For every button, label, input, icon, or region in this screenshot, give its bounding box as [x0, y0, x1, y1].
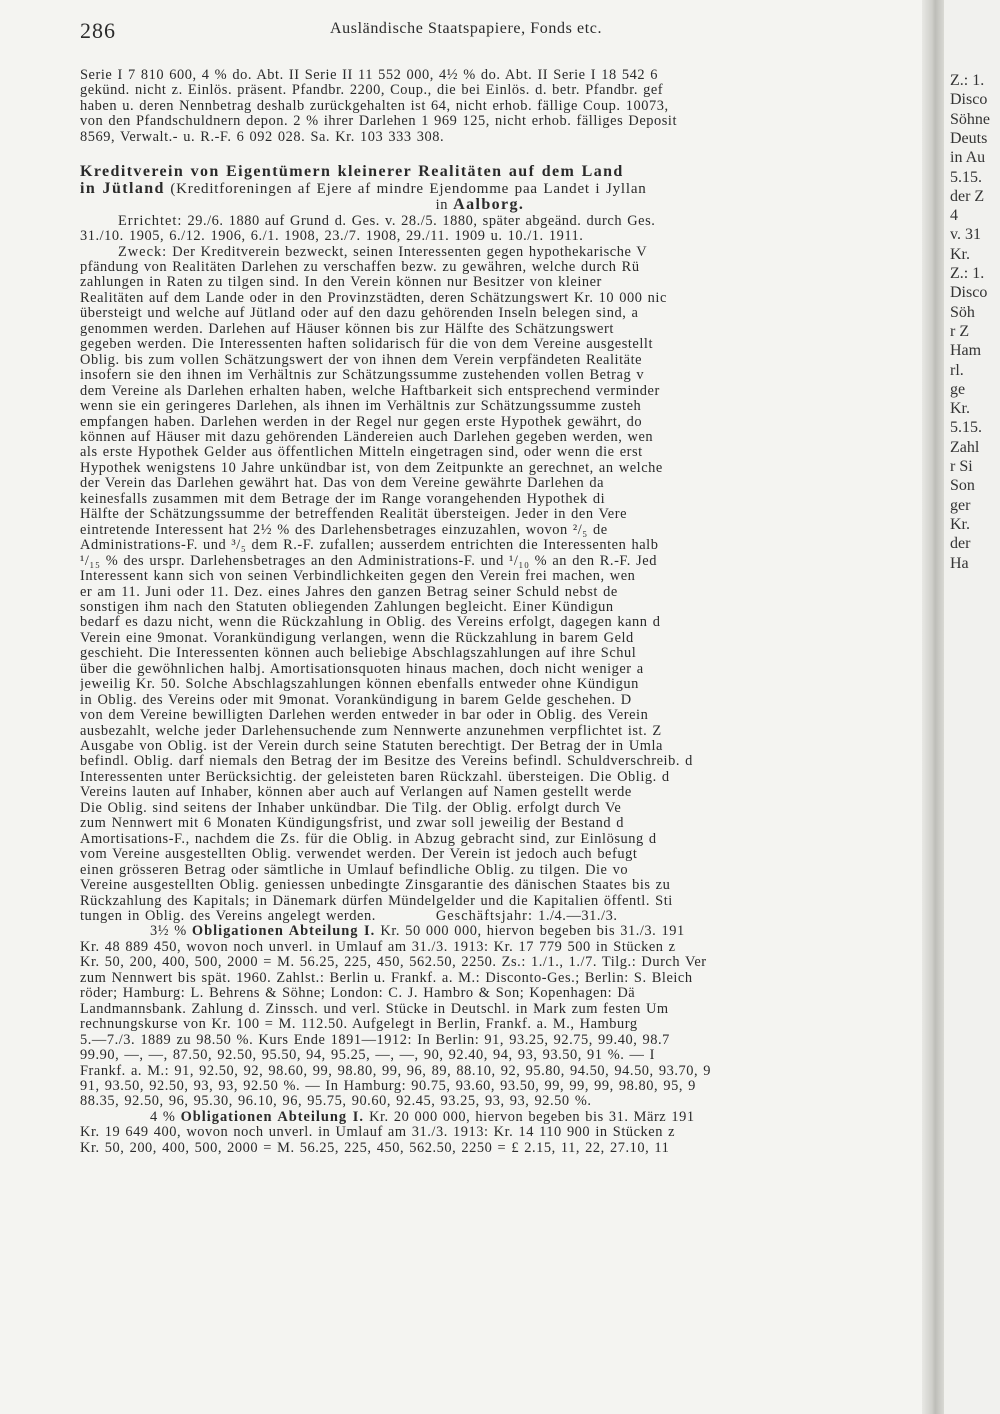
- text-line: keinesfalls zusammen mit dem Betrage der im Range vorangehenden Hypothek di: [80, 491, 606, 507]
- text-line: 99.90, —, —, 87.50, 92.50, 95.50, 94, 95.25, —, —, 90, 92.40, 94, 93, 93.50, 91 %. — I: [80, 1048, 655, 1064]
- text-line: Verein eine 9monat. Vorankündigung verlangen, wenn die Rückzahlung in barem Geld: [80, 630, 634, 646]
- zweck-last-text: tungen in Oblig. des Vereins angelegt werden.: [80, 909, 376, 925]
- text-line: empfangen haben. Darlehen werden in der Regel nur gegen erste Hypothek gewährt, do: [80, 414, 643, 430]
- entry-heading: [80, 164, 920, 213]
- obligationen-label: Obligationen Abteilung I.: [180, 1109, 364, 1125]
- text-line: bedarf es dazu nicht, wenn die Rückzahlung in Oblig. des Vereins erfolgt, dagegen kann d: [80, 615, 661, 631]
- errichtet-label: Errichtet:: [118, 213, 183, 229]
- adjacent-page-fragment: Ha: [950, 554, 969, 572]
- adjacent-page-fragment: Zahl: [950, 438, 980, 456]
- text-line: [80, 909, 920, 924]
- text-line: röder; Hamburg: L. Behrens & Söhne; London: C. J. Hambro & Son; Kopenhagen: Dä: [80, 986, 636, 1002]
- text-line: zum Nennwert mit 6 Monaten Kündigungsfrist, und zwar soll jeweilig der Bestand d: [80, 816, 624, 832]
- adjacent-page-fragment: v. 31: [950, 226, 981, 244]
- text-line: dem Vereine als Darlehen erhalten haben, welche Haftbarkeit sich entsprechend verminder: [80, 383, 660, 399]
- text-line: gekünd. nicht z. Einlös. präsent. Pfandbr. 2200, Coup., die bei Einlös. d. betr. Pfandbr. gef: [80, 83, 664, 99]
- text-line: Realitäten auf dem Lande oder in den Provinzstädten, deren Schätzungswert Kr. 10 000 nic: [80, 290, 667, 306]
- text-line: Ausgabe von Oblig. ist der Verein durch seine Statuten berechtigt. Der Betrag der in Umla: [80, 739, 663, 755]
- rate-label: 3½ %: [150, 924, 192, 940]
- text-line: genommen werden. Darlehen auf Häuser können bis zur Hälfte des Schätzungswert: [80, 321, 614, 337]
- text-line: Kr. 48 889 450, wovon noch unverl. in Umlauf am 31./3. 1913: Kr. 17 779 500 in Stücken z: [80, 939, 676, 955]
- text-line: gegeben werden. Die Interessenten haften solidarisch für die von dem Vereine ausgestellt: [80, 337, 654, 353]
- text-line: zahlungen in Raten zu tilgen sind. In den Verein können nur Besitzer von kleiner: [80, 275, 602, 291]
- text-line: Die Oblig. sind seitens der Inhaber unkündbar. Die Tilg. der Oblig. erfolgt durch Ve: [80, 800, 622, 816]
- entry-title-location: in Jütland: [80, 180, 165, 197]
- adjacent-page-fragment: Söhne: [950, 110, 990, 128]
- text-line: Oblig. bis zum vollen Schätzungswert der von ihnen dem Verein verpfändeten Realitäte: [80, 352, 643, 368]
- text-line: Der Kreditverein bezweckt, seinen Interessenten gegen hypothekarische V: [167, 244, 648, 260]
- adjacent-page-fragment: r Z: [950, 322, 970, 340]
- text-line: jeweilig Kr. 50. Solche Abschlagszahlungen können ebenfalls entweder ohne Kündigun: [80, 677, 639, 693]
- text-line: Landmannsbank. Zahlung d. Zinssch. und verl. Stücke in Deutschl. in Mark zum festen Um: [80, 1001, 669, 1017]
- adjacent-page-fragment: ge: [950, 380, 966, 398]
- text-line: in Oblig. des Vereins oder mit 9monat. Vorankündigung in barem Gelde geschehen. D: [80, 692, 632, 708]
- text-line: von den Pfandschuldnern depon. 2 % ihrer Darlehen 1 969 125, nicht erhob. fälliges Deposit: [80, 114, 678, 130]
- text-line: Administrations-F. und ³/₅ dem R.-F. zufallen; ausserdem entrichten die Interessenten halb: [80, 538, 659, 554]
- adjacent-page-fragment: Kr.: [950, 245, 970, 263]
- adjacent-page-fragment: Ham: [950, 342, 982, 360]
- adjacent-page-fragment: Z.: 1.: [950, 72, 985, 89]
- text-line: Vereins lauten auf Inhaber, können aber auch auf Verlangen auf Namen gestellt werde: [80, 785, 632, 801]
- text-line: Kr. 50 000 000, hiervon begeben bis 31./3. 191: [375, 924, 685, 940]
- text-line: 31./10. 1905, 6./12. 1906, 6./1. 1908, 23./7. 1908, 29./11. 1909 u. 10./1. 1911.: [80, 229, 584, 245]
- adjacent-page-fragment: in Au: [950, 149, 986, 167]
- adjacent-page-fragment: 5.15.: [950, 419, 982, 437]
- text-line: 88.35, 92.50, 96, 95.30, 96.10, 96, 95.75, 90.60, 92.45, 93.25, 93, 93, 92.50 %.: [80, 1094, 592, 1110]
- rate-label: 4 %: [150, 1109, 181, 1125]
- text-line: Kr. 20 000 000, hiervon begeben bis 31. März 191: [363, 1109, 695, 1125]
- adjacent-page-fragment: 5.15.: [950, 168, 982, 186]
- geschaeftsjahr-value: 1./4.—31./3.: [532, 909, 618, 925]
- adjacent-page-fragment: Z.: 1.: [950, 265, 985, 282]
- adjacent-page-fragment: Disco: [950, 91, 988, 109]
- entry-title-danish: (Kreditforeningen af Ejere af mindre Ejendomme paa Landet i Jyllan: [164, 180, 647, 197]
- text-line: vom Vereine ausgestellten Oblig. verwendet werden. Der Verein ist jedoch auch befugt: [80, 847, 638, 863]
- obligationen-label: Obligationen Abteilung I.: [191, 924, 376, 940]
- text-line: 91, 93.50, 92.50, 93, 93, 92.50 %. — In Hamburg: 90.75, 93.60, 93.50, 99, 99, 99, 98.80, 95, 9: [80, 1079, 696, 1094]
- text-line: über die gewöhnlichen halbj. Amortisationsquoten hinaus machen, doch nicht weniger a: [80, 661, 644, 677]
- zweck-label: Zweck:: [118, 244, 168, 260]
- binding-gutter: [922, 0, 944, 1414]
- text-line: eintretende Interessent hat 2½ % des Darlehensbetrages einzuzahlen, wovon ²/₅ de: [80, 522, 608, 538]
- text-line: wenn sie ein geringeres Darlehen, als ihnen im Verhältnis zur Schätzungssumme zusteh: [80, 399, 642, 415]
- entry-title-line1: Kreditverein von Eigentümern kleinerer Realitäten auf dem Land: [80, 164, 624, 181]
- errichtet-paragraph: [80, 214, 920, 245]
- text-line: Interessent kann sich von seinen Verbindlichkeiten gegen den Verein frei machen, wen: [80, 569, 636, 585]
- geschaeftsjahr-label: Geschäftsjahr:: [435, 909, 533, 925]
- text-line: er am 11. Juni oder 11. Dez. eines Jahres den ganzen Betrag seiner Schuld nebst de: [80, 584, 618, 600]
- adjacent-page-fragment: der Z: [950, 187, 985, 205]
- adjacent-page-fragment: Söh: [950, 303, 975, 321]
- page-body: [80, 68, 920, 1156]
- adjacent-page-fragment: ger: [950, 496, 971, 514]
- obligationen-4-paragraph: [80, 1110, 920, 1156]
- text-line: haben u. deren Nennbetrag deshalb zurückgehalten ist 64, nicht erhob. fällige Coup. 10073,: [80, 98, 669, 114]
- adjacent-page-fragment: Disco: [950, 284, 988, 302]
- text-line: der Verein das Darlehen gewährt hat. Das von dem Vereine gewährte Darlehen da: [80, 476, 605, 492]
- adjacent-page-fragment: Deuts: [950, 129, 988, 147]
- text-line: insofern sie den ihnen im Verhältnis zur Schätzungssumme zustehenden vollen Betrag v: [80, 368, 645, 384]
- zweck-paragraph: [80, 245, 920, 909]
- text-line: können auf Häuser mit dazu gehörenden Ländereien auch Darlehen gegeben werden, wen: [80, 429, 654, 445]
- adjacent-page-fragment: rl.: [950, 361, 964, 379]
- text-line: 5.—7./3. 1889 zu 98.50 %. Kurs Ende 1891—1912: In Berlin: 91, 93.25, 92.75, 99.40, 98.7: [80, 1032, 670, 1048]
- text-line: übersteigt und welche auf Jütland oder auf den dazu gehörenden Inseln belegen sind, a: [80, 306, 639, 322]
- text-line: von dem Vereine bewilligten Darlehen werden entweder in bar oder in Oblig. des Verein: [80, 708, 649, 724]
- page-number: 286: [80, 18, 116, 43]
- text-line: zum Nennwert bis spät. 1960. Zahlst.: Berlin u. Frankf. a. M.: Disconto-Ges.; Berlin: S. Bleich: [80, 970, 693, 986]
- adjacent-page-fragment: 4: [950, 207, 958, 225]
- text-line: ¹/₁₅ % des urspr. Darlehensbetrages an den Administrations-F. und ¹/₁₀ % an den R.-F. Jed: [80, 553, 657, 569]
- running-title: Ausländische Staatspapiere, Fonds etc.: [330, 20, 603, 37]
- text-line: rechnungskurse von Kr. 100 = M. 112.50. Aufgelegt in Berlin, Frankf. a. M., Hamburg: [80, 1017, 638, 1033]
- page-header: [80, 18, 910, 48]
- text-line: 8569, Verwalt.- u. R.-F. 6 092 028. Sa. Kr. 103 333 308.: [80, 129, 445, 145]
- text-line: Kr. 50, 200, 400, 500, 2000 = M. 56.25, 225, 450, 562.50, 2250. Zs.: 1./1., 1./7. Tilg.: Durch Ver: [80, 955, 707, 971]
- adjacent-page-fragment: Kr.: [950, 400, 970, 418]
- prev-entry-tail: [80, 68, 920, 145]
- entry-title-in: in: [435, 197, 454, 214]
- text-line: 29./6. 1880 auf Grund d. Ges. v. 28./5. 1880, später abgeänd. durch Ges.: [182, 213, 656, 229]
- text-line: befindl. Oblig. darf niemals den Betrag der im Besitze des Vereins befindl. Schuldverschreib. d: [80, 754, 693, 770]
- text-line: Kr. 19 649 400, wovon noch unverl. in Umlauf am 31./3. 1913: Kr. 14 110 900 in Stücken z: [80, 1125, 676, 1141]
- text-line: einen grösseren Betrag oder sämtliche in Umlauf befindliche Oblig. zu tilgen. Die vo: [80, 862, 629, 878]
- text-line: als erste Hypothek Gelder aus öffentlichen Mitteln eingetragen sind, oder wenn die erst: [80, 445, 643, 461]
- text-line: sonstigen ihm nach den Statuten obliegenden Zahlungen begleicht. Einer Kündigun: [80, 599, 614, 615]
- text-line: Vereine ausgestellten Oblig. geniessen unbedingte Zinsgarantie des dänischen Staates bis zu: [80, 878, 671, 894]
- text-line: Kr. 50, 200, 400, 500, 2000 = M. 56.25, 225, 450, 562.50, 2250 = £ 2.15, 11, 22, 27.10, 11: [80, 1140, 670, 1156]
- text-line: Amortisations-F., nachdem die Zs. für die Oblig. in Abzug gebracht sind, zur Einlösung d: [80, 831, 657, 847]
- text-line: Hypothek wenigstens 10 Jahre unkündbar ist, von dem Zeitpunkte an gerechnet, an welche: [80, 460, 663, 476]
- adjacent-page-fragment: Son: [950, 477, 975, 495]
- text-line: Interessenten unter Berücksichtig. der geleisteten baren Rückzahl. übersteigen. Die Oblig. d: [80, 769, 670, 785]
- adjacent-page-fragment: Kr.: [950, 515, 970, 533]
- text-line: Rückzahlung des Kapitals; in Dänemark dürfen Mündelgelder und die Kapitalien öffentl. Sti: [80, 893, 673, 909]
- adjacent-page-fragment: r Si: [950, 458, 973, 475]
- text-line: geschieht. Die Interessenten können auch beliebige Abschlagszahlungen auf ihre Schul: [80, 646, 637, 662]
- adjacent-page-fragment: der: [950, 535, 971, 553]
- text-line: ausbezahlt, welche jeder Darlehensuchende zum Nennwerte anzunehmen verpflichtet ist. Z: [80, 723, 662, 739]
- adjacent-page-edge: [944, 0, 1000, 1414]
- text-line: pfändung von Realitäten Darlehen zu verschaffen bezw. zu gewähren, welche durch Rü: [80, 259, 640, 275]
- text-line: Frankf. a. M.: 91, 92.50, 92, 98.60, 99, 98.80, 99, 96, 89, 88.10, 92, 95.80, 94.50, 94.50, 93.70, 9: [80, 1063, 712, 1079]
- text-line: Hälfte der Schätzungssumme der betreffenden Realität übersteigen. Jeder in den Vere: [80, 507, 628, 523]
- entry-title-city: Aalborg.: [453, 197, 525, 214]
- text-line: Serie I 7 810 600, 4 % do. Abt. II Serie II 11 552 000, 4½ % do. Abt. II Serie I 18 542 6: [80, 68, 659, 83]
- obligationen-3-5-paragraph: [80, 924, 920, 1109]
